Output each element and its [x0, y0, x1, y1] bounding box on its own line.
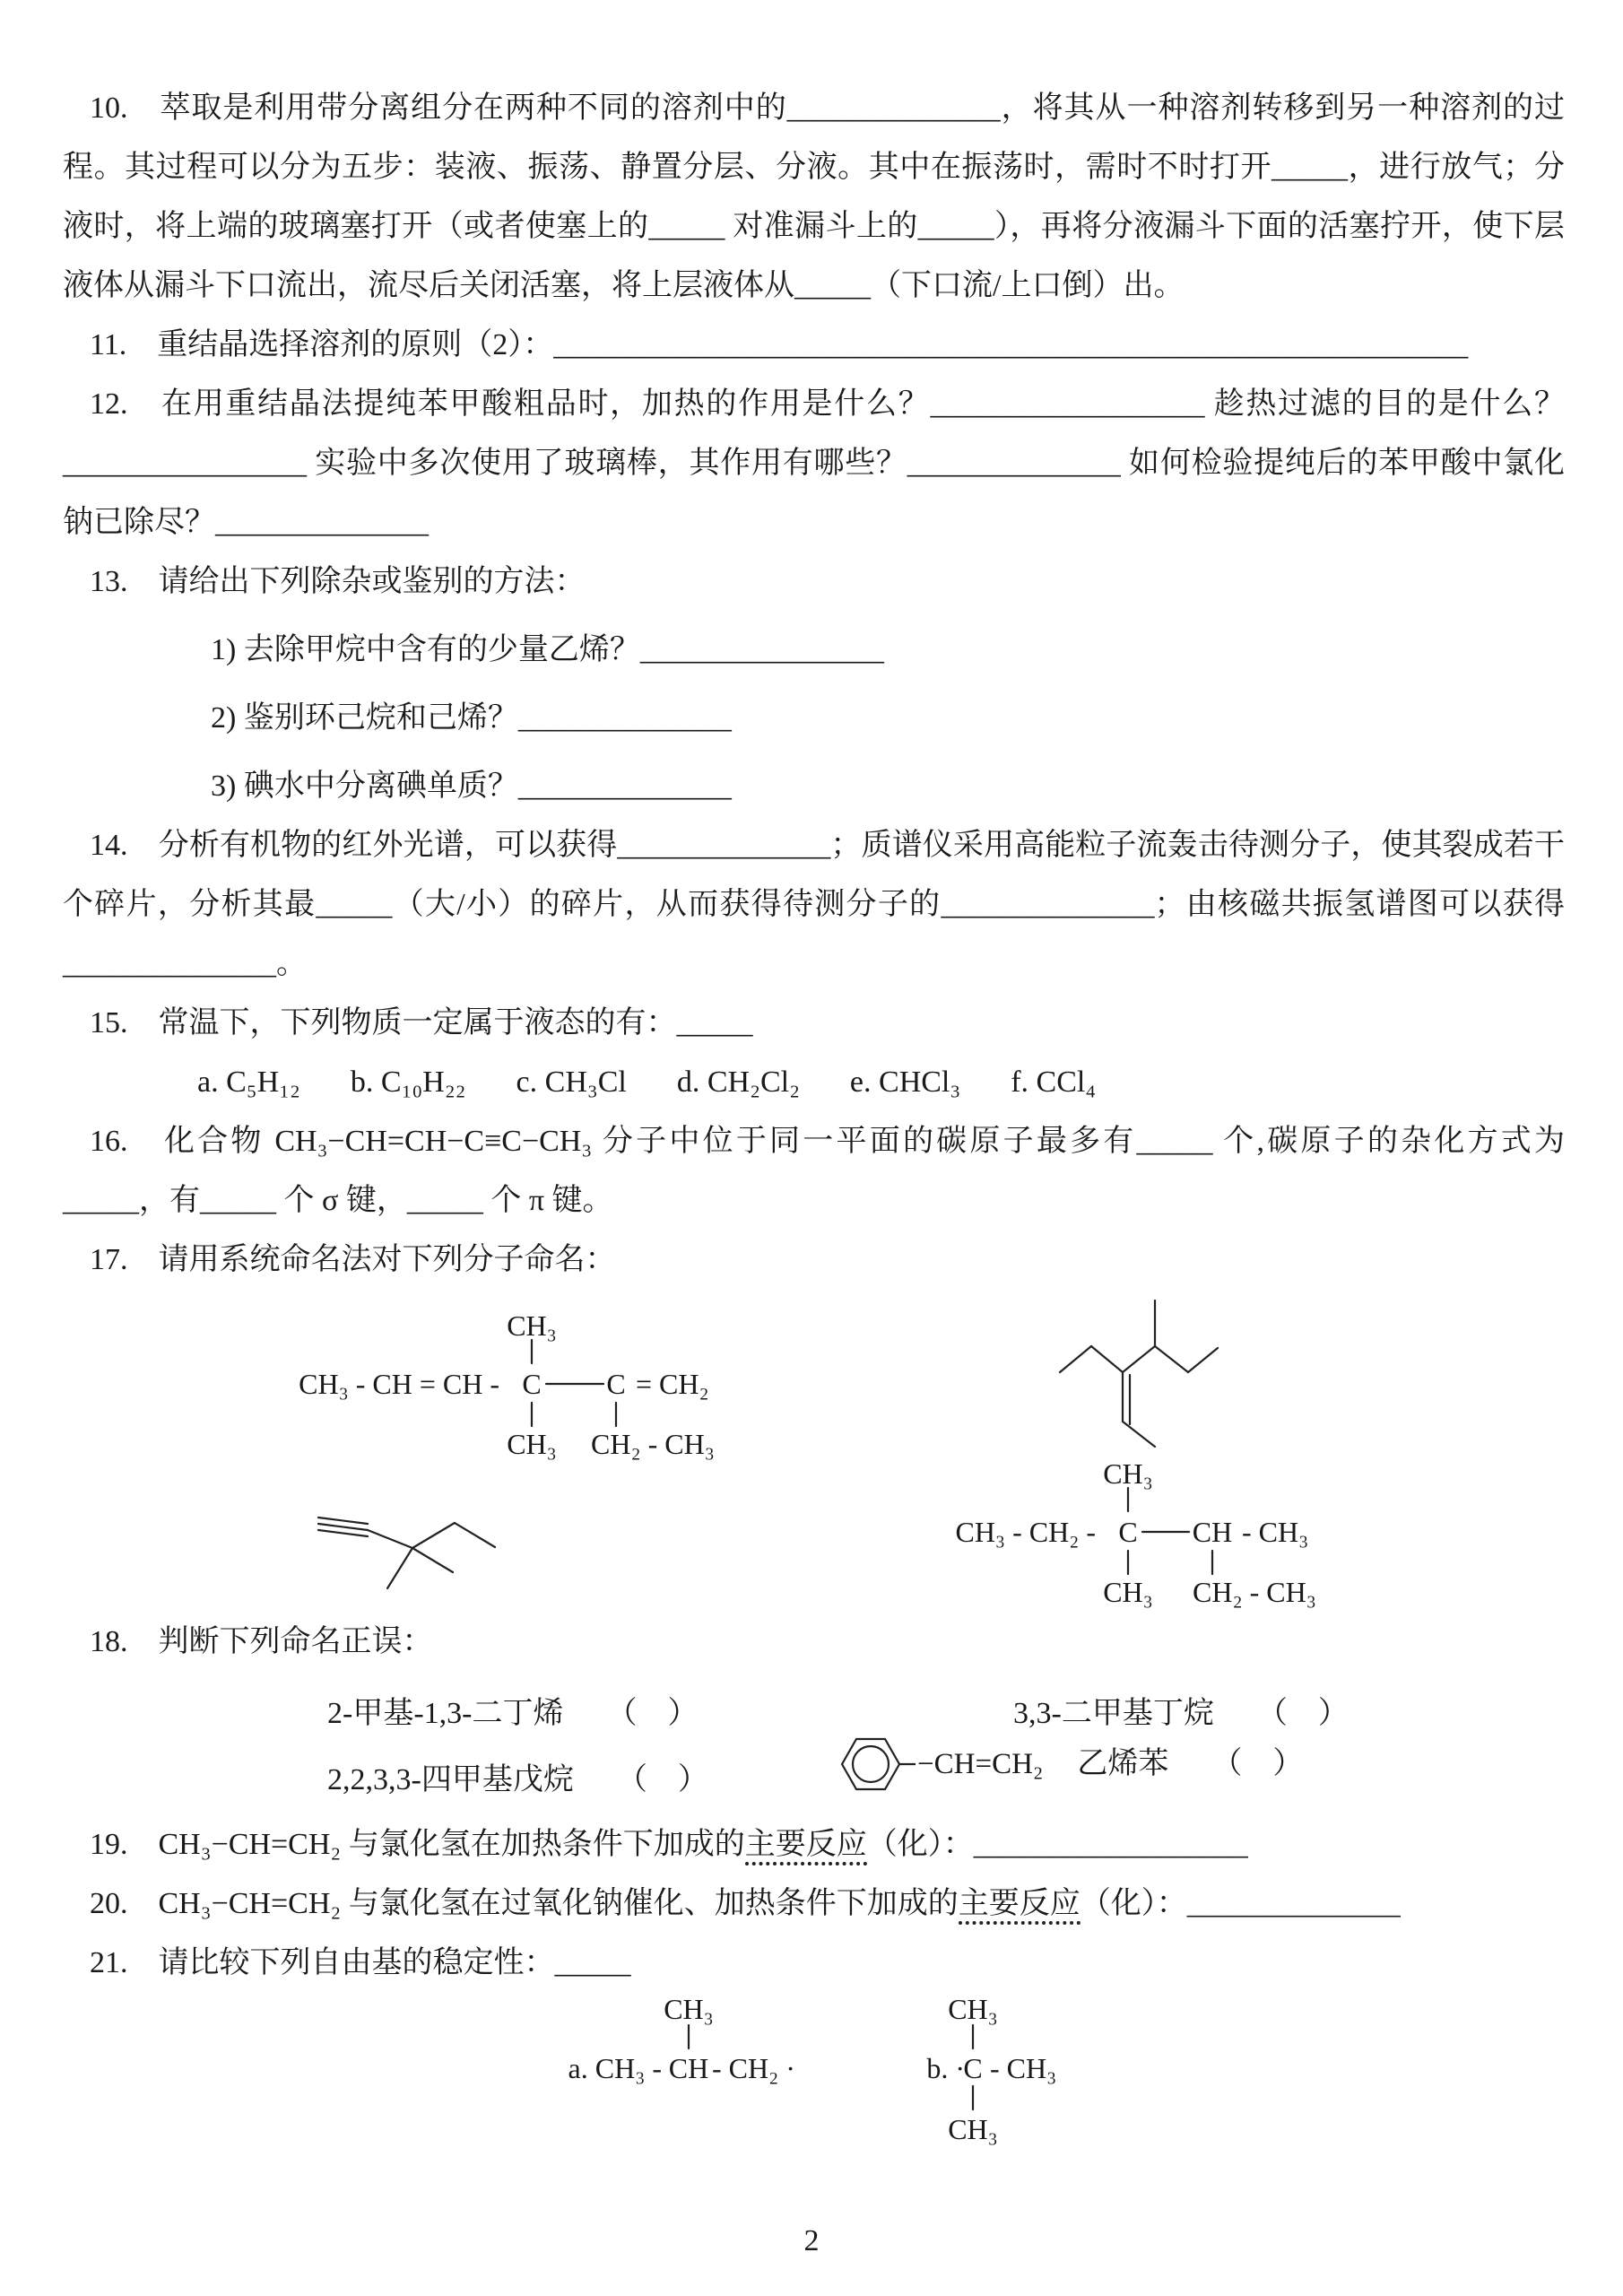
question-13: 13. 请给出下列除杂或鉴别的方法： [90, 565, 586, 598]
atom-label: C [522, 1368, 542, 1400]
emphasized-text: 主要反应 [959, 1887, 1081, 1925]
styrene-name: 乙烯苯 [1077, 1747, 1169, 1780]
name-judgment-1: 2-甲基-1,3-二丁烯 （ ） [327, 1697, 699, 1730]
question-20: 20. CH₃−CH=CH₂ 与氯化氢在过氧化钠催化、加热条件下加成的主要反应（化）：______________ [63, 1874, 1565, 1934]
structure-skeletal-hexene [1045, 1290, 1242, 1460]
option-a: a. C₅H₁₂ [197, 1065, 300, 1099]
atom-label: CH₃ [507, 1309, 557, 1342]
atom-label: CH₃ [948, 1993, 998, 2025]
atom-label: - CH₂ · [712, 2052, 795, 2084]
atom-label: C [606, 1368, 626, 1400]
atom-label: a. CH₃ - [568, 2052, 669, 2084]
question-15: 15. 常温下，下列物质一定属于液态的有：_____ [90, 1006, 753, 1039]
question-13-sub-2: 2) 鉴别环己烷和己烯？______________ [211, 701, 732, 735]
question-15-options [63, 1053, 1565, 1112]
option-b: b. C₁₀H₂₂ [350, 1065, 466, 1099]
answer-bracket: （ ） [616, 1763, 708, 1796]
question-13-sub-3: 3) 碘水中分离碘单质？______________ [211, 770, 732, 803]
option-c: c. CH₃Cl [516, 1065, 627, 1099]
question-16: 16. 化合物 CH₃−CH=CH−C≡C−CH₃ 分子中位于同一平面的碳原子最多有_____ 个,碳原子的杂化方式为_____，有_____ 个 σ 键，_____ 个 π 键。 [63, 1125, 1565, 1217]
atom-label: CH₃ [948, 2113, 998, 2145]
atom-label: - CH₃ [1242, 1516, 1309, 1548]
question-19: 19. CH₃−CH=CH₂ 与氯化氢在加热条件下加成的主要反应（化）：__________________ [63, 1815, 1565, 1874]
atom-label: CH₃ [507, 1428, 557, 1460]
atom-label: C [1118, 1516, 1138, 1548]
answer-bracket: （ ） [606, 1697, 699, 1730]
page-number: 2 [803, 2224, 820, 2257]
question-10: 10. 萃取是利用带分离组分在两种不同的溶剂中的______________，将其从一种溶剂转移到另一种溶剂的过程。其过程可以分为五步：装液、振荡、静置分层、分液。其中在振荡时，需时不时打开_____，进行放气；分液时，将上端的玻璃塞打开（或者使塞上的_____ 对准漏斗上的_____），再将分液漏斗下面的活塞拧开，使下层液体从漏斗下口流出，流尽后关闭活塞，将上层液体从_____（下口流/上口倒）出。 [63, 91, 1565, 302]
atom-label: C [963, 2052, 983, 2084]
structure-hexane-formula [897, 1456, 1327, 1608]
name-judgment-2: 3,3-二甲基丁烷 （ ） [1013, 1697, 1349, 1730]
question-18: 18. 判断下列命名正误： [90, 1625, 433, 1658]
atom-label: CH₃ [1103, 1576, 1153, 1608]
question-11: 11. 重结晶选择溶剂的原则（2）：____________________________________________________________ [90, 328, 1469, 361]
question-17-structures [63, 1290, 1565, 1613]
atom-label: CH₂ - CH₃ [591, 1428, 715, 1460]
atom-label: CH [1192, 1516, 1233, 1548]
question-21-structures [63, 1993, 1565, 2150]
emphasized-text: 主要反应 [745, 1828, 867, 1866]
question-12: 12. 在用重结晶法提纯苯甲酸粗品时，加热的作用是什么？__________________ 趁热过滤的目的是什么？________________ 实验中多次使用了玻璃棒，其作用有哪些？______________ 如何检验提纯后的苯甲酸中氯化钠已除尽？______________ [63, 387, 1565, 539]
answer-bracket: （ ） [1211, 1747, 1304, 1780]
question-18-grid [63, 1672, 1565, 1815]
question-21: 21. 请比较下列自由基的稳定性：_____ [90, 1946, 631, 1979]
atom-label: - CH₃ [990, 2052, 1057, 2084]
question-14: 14. 分析有机物的红外光谱，可以获得______________；质谱仪采用高能粒子流轰击待测分子，使其裂成若干个碎片，分析其最_____（大/小）的碎片，从而获得待测分子的______________；由核磁共振氢谱图可以获得______________。 [63, 829, 1565, 980]
answer-blank: __________________ [973, 1828, 1248, 1861]
atom-label: CH [668, 2052, 709, 2084]
benzene-ring-icon [838, 1731, 917, 1797]
atom-label: CH₃ - CH₂ - [955, 1516, 1103, 1548]
answer-bracket: （ ） [1256, 1697, 1349, 1730]
radical-a-structure [493, 1993, 825, 2092]
answer-blank: ______________ [1186, 1887, 1401, 1920]
atom-label: b. · [926, 2052, 965, 2084]
question-17: 17. 请用系统命名法对下列分子命名： [90, 1243, 616, 1276]
name-judgment-3: 2,2,3,3-四甲基戊烷 （ ） [327, 1763, 708, 1796]
option-f: f. CCl₄ [1011, 1065, 1097, 1099]
structure-skeletal-pentyne [314, 1512, 511, 1602]
atom-label: CH₃ [664, 1993, 714, 2025]
question-13-sub-1: 1) 去除甲烷中含有的少量乙烯？________________ [211, 633, 884, 666]
atom-label: CH₂ - CH₃ [1193, 1576, 1316, 1608]
vinyl-formula: −CH=CH₂ [917, 1748, 1044, 1780]
structure-diene-formula [300, 1308, 731, 1460]
option-e: e. CHCl₃ [849, 1065, 961, 1099]
option-d: d. CH₂Cl₂ [676, 1065, 800, 1099]
radical-b-structure [888, 1993, 1103, 2145]
name-judgment-styrene [838, 1731, 1303, 1797]
atom-label: CH₃ - CH = CH - [299, 1368, 507, 1400]
atom-label: CH₃ [1103, 1457, 1153, 1490]
atom-label: = CH₂ [636, 1368, 709, 1400]
